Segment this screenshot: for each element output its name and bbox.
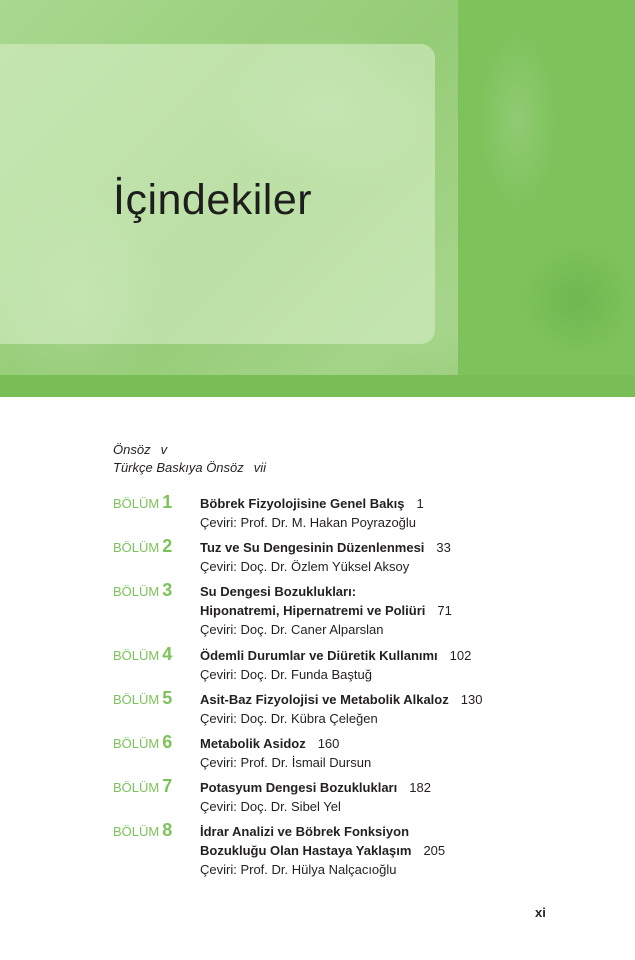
chapter-page: 160 (317, 736, 340, 751)
chapter-number: 4 (162, 644, 173, 664)
chapter-word: BÖLÜM (113, 540, 160, 555)
chapter-title-line: Ödemli Durumlar ve Diüretik Kullanımı (200, 648, 438, 663)
chapter-title (200, 778, 580, 797)
chapter-translator: Çeviri: Doç. Dr. Özlem Yüksel Aksoy (200, 559, 410, 574)
chapter-number: 1 (162, 492, 173, 512)
chapter-page: 1 (416, 496, 424, 511)
chapter-word: BÖLÜM (113, 780, 160, 795)
chapter-title-line: Potasyum Dengesi Bozuklukları (200, 780, 398, 795)
chapter-label (113, 820, 172, 842)
chapter-title (200, 841, 580, 860)
chapter-label (113, 732, 172, 754)
chapter-title (200, 582, 580, 601)
chapter-word: BÖLÜM (113, 824, 160, 839)
chapter-label (113, 580, 172, 602)
chapter-page: 102 (449, 648, 472, 663)
chapter-word: BÖLÜM (113, 496, 160, 511)
front-matter-label: Önsöz (113, 442, 151, 457)
chapter-page: 205 (423, 843, 446, 858)
front-matter-label: Türkçe Baskıya Önsöz (113, 460, 244, 475)
chapter-title (200, 646, 580, 665)
chapter-number: 8 (162, 820, 173, 840)
chapter-number: 6 (162, 732, 173, 752)
chapter-translator: Çeviri: Doç. Dr. Kübra Çeleğen (200, 711, 378, 726)
chapter-translator: Çeviri: Doç. Dr. Caner Alparslan (200, 622, 384, 637)
chapter-label (113, 536, 172, 558)
chapter-word: BÖLÜM (113, 692, 160, 707)
chapter-translator: Çeviri: Prof. Dr. M. Hakan Poyrazoğlu (200, 515, 417, 530)
chapter-title-line: Metabolik Asidoz (200, 736, 306, 751)
chapter-title (200, 538, 580, 557)
chapter-title (200, 690, 580, 709)
front-matter-item[interactable] (113, 459, 266, 477)
chapter-word: BÖLÜM (113, 736, 160, 751)
chapter-title-line: Asit-Baz Fizyolojisi ve Metabolik Alkaloz (200, 692, 449, 707)
chapter-title-line: Su Dengesi Bozuklukları: (200, 584, 357, 599)
chapter-title-line: Bozukluğu Olan Hastaya Yaklaşım (200, 843, 412, 858)
chapter-title (200, 601, 580, 620)
chapter-page: 130 (460, 692, 483, 707)
chapter-translator: Çeviri: Prof. Dr. Hülya Nalçacıoğlu (200, 862, 397, 877)
header-stripe (0, 375, 635, 397)
chapter-title (200, 494, 580, 513)
chapter-page: 33 (436, 540, 451, 555)
chapter-label (113, 644, 172, 666)
chapter-page: 71 (437, 603, 452, 618)
chapter-page: 182 (409, 780, 431, 795)
chapter-number: 3 (162, 580, 173, 600)
chapter-label (113, 492, 172, 514)
chapter-label (113, 688, 172, 710)
front-matter-list (113, 441, 266, 477)
chapter-title (200, 734, 580, 753)
chapter-number: 2 (162, 536, 173, 556)
chapter-word: BÖLÜM (113, 584, 160, 599)
chapter-title (200, 822, 580, 841)
chapter-translator: Çeviri: Doç. Dr. Funda Baştuğ (200, 667, 372, 682)
front-matter-page: vii (253, 460, 267, 475)
chapter-title-line: İdrar Analizi ve Böbrek Fonksiyon (200, 824, 410, 839)
front-matter-page: v (160, 442, 168, 457)
chapter-number: 7 (162, 776, 173, 796)
chapter-title-line: Böbrek Fizyolojisine Genel Bakış (200, 496, 405, 511)
chapter-translator: Çeviri: Prof. Dr. İsmail Dursun (200, 755, 372, 770)
chapter-number: 5 (162, 688, 173, 708)
front-matter-item[interactable] (113, 441, 266, 459)
chapter-label (113, 776, 172, 798)
page-title: İçindekiler (113, 176, 313, 224)
header-right-band (458, 0, 635, 375)
chapter-title-line: Tuz ve Su Dengesinin Düzenlenmesi (200, 540, 425, 555)
header-banner (0, 0, 635, 397)
page-number: xi (535, 905, 546, 920)
chapter-translator: Çeviri: Doç. Dr. Sibel Yel (200, 799, 341, 814)
chapter-title-line: Hiponatremi, Hipernatremi ve Poliüri (200, 603, 426, 618)
chapter-word: BÖLÜM (113, 648, 160, 663)
